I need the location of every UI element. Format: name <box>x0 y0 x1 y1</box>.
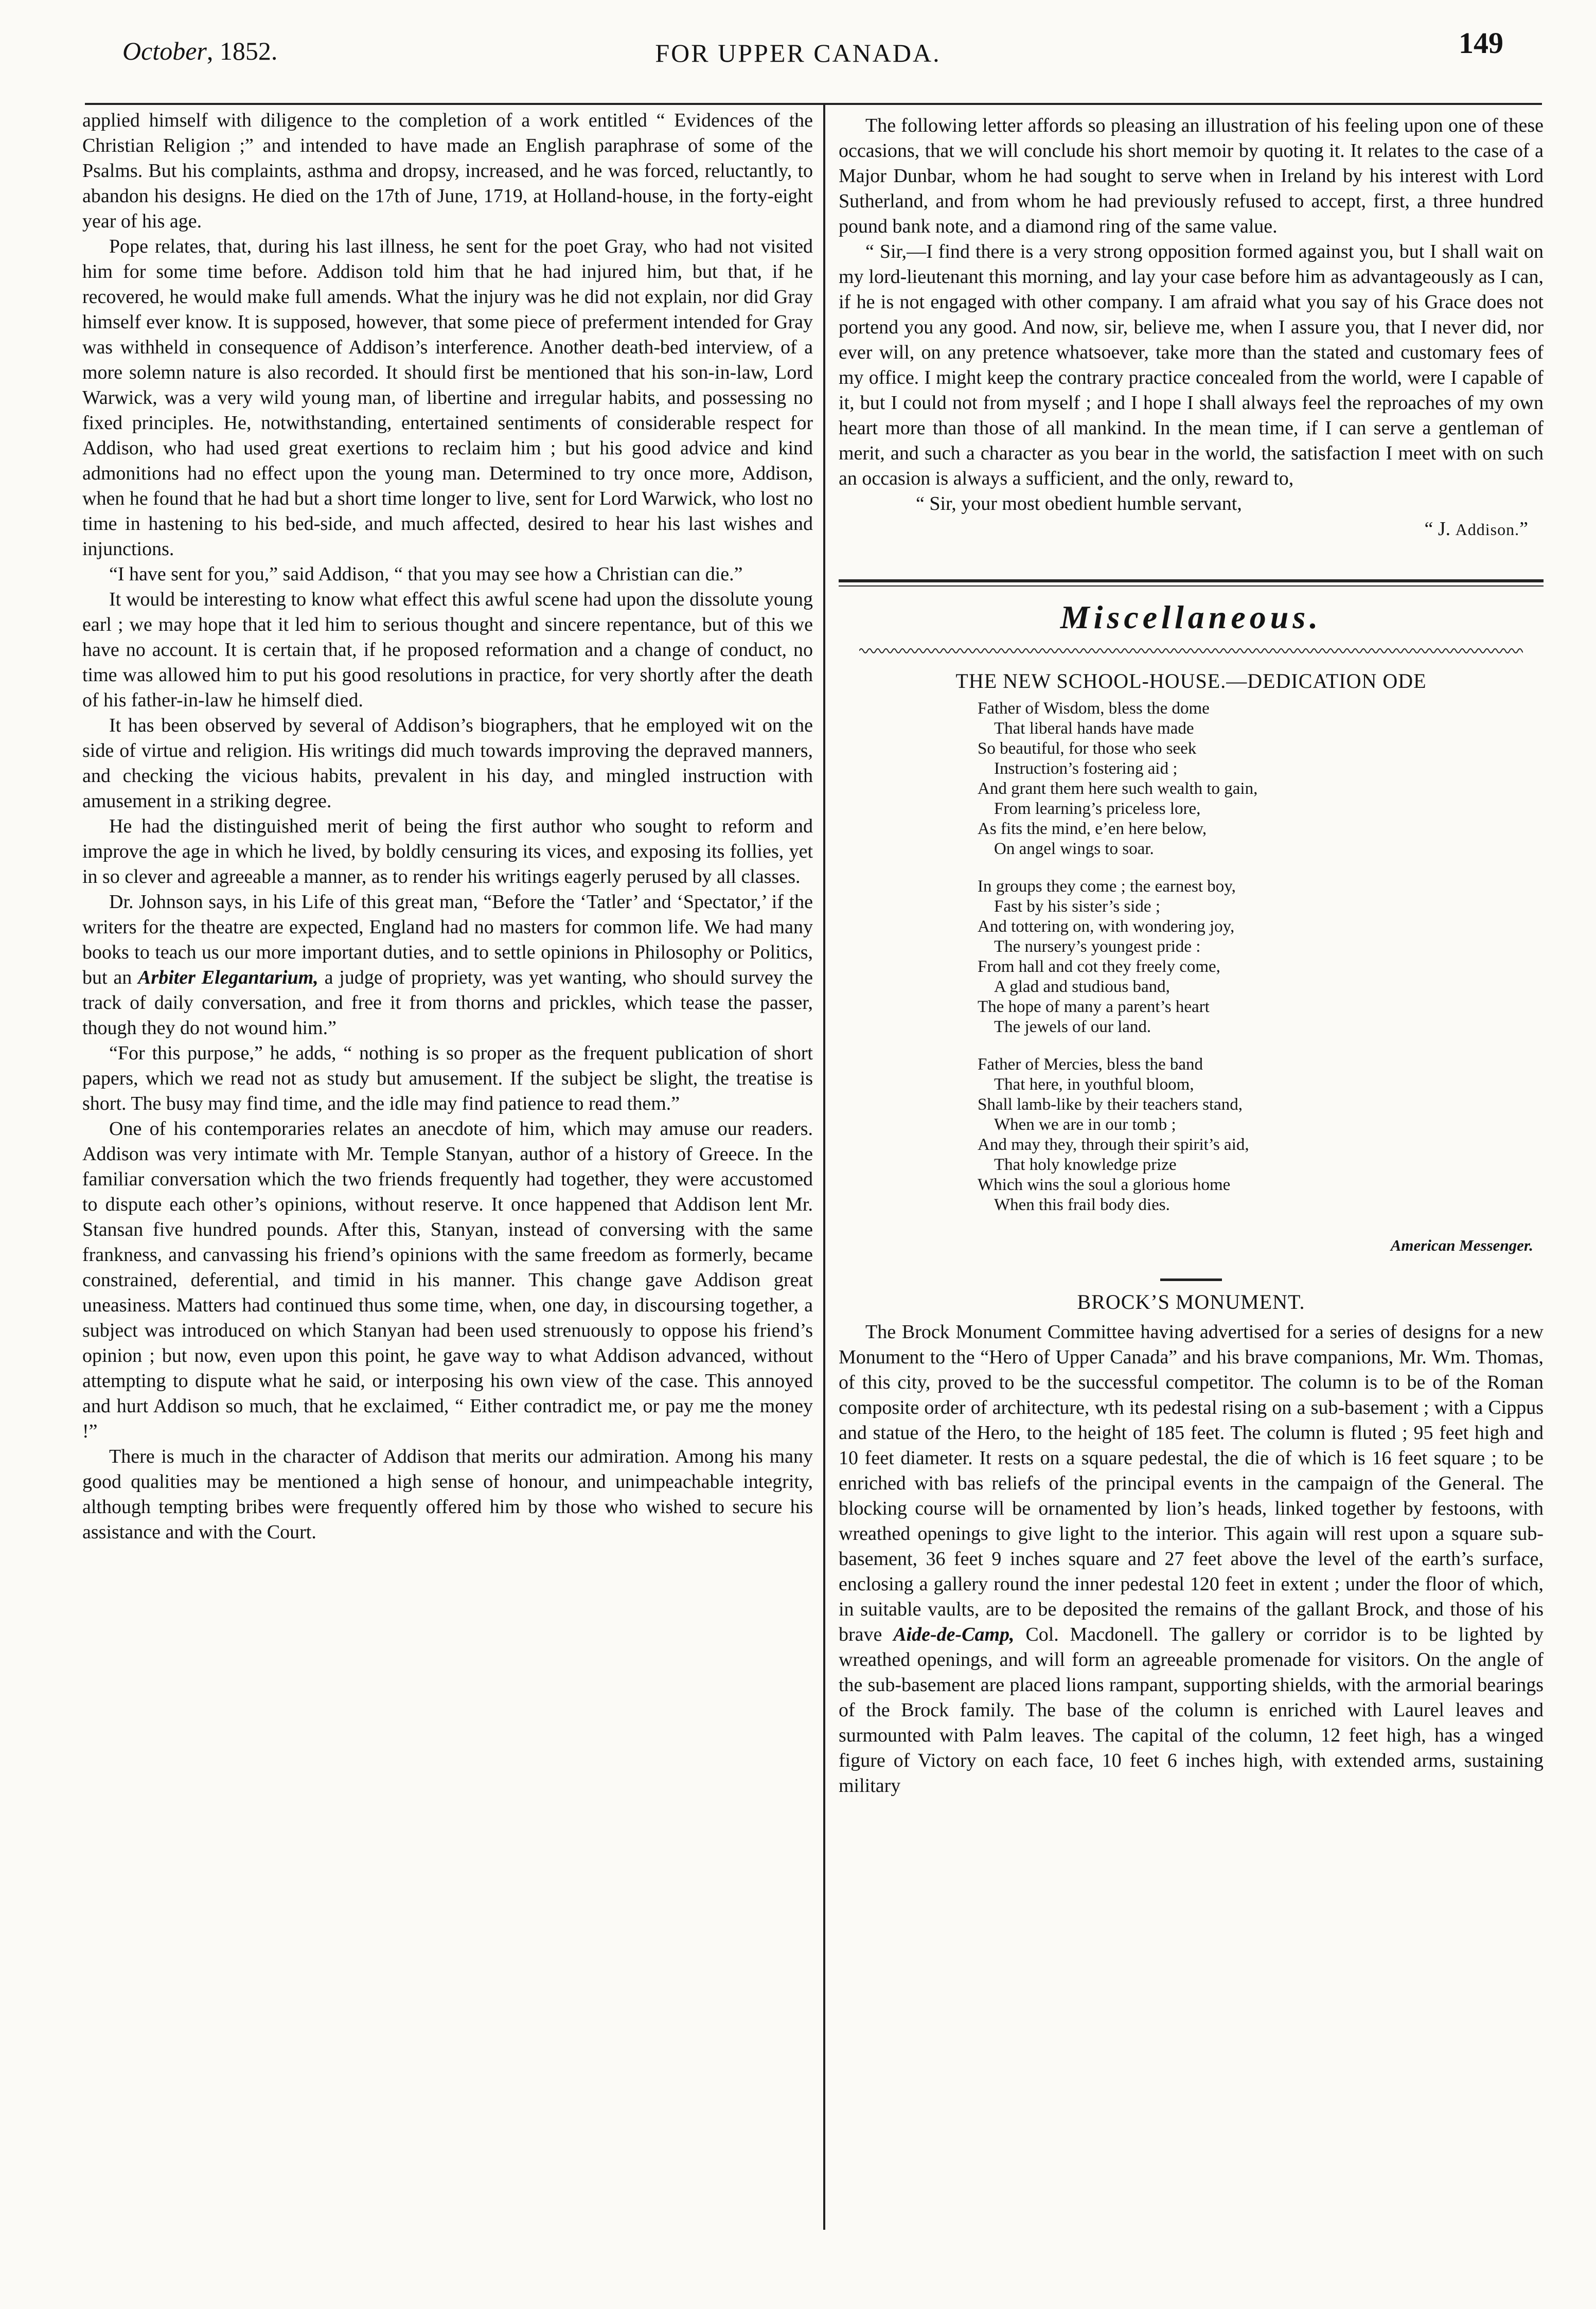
section-divider <box>839 579 1544 587</box>
issue-month: October <box>122 37 207 65</box>
paragraph: The following letter affords so pleasing an illustration of his feeling upon one of these occasions, that we will conclude his short memoir by quoting it. It relates to the case of a Major Dunbar, whom he had sought to serve when in Ireland by his interest with Lord Sutherland, and from whom he had previously refused to accept, first, a three hundred pound bank note, and a diamond ring of the same value. <box>839 115 1544 237</box>
running-title: FOR UPPER CANADA. <box>655 39 941 67</box>
paragraph: It would be interesting to know what effect this awful scene had upon the dissolute young earl ; we may hope that it led him to serious thought and sincere repentance, but of this we have no account. It is certain that, if he proposed reformation and a change of conduct, no time was allowed him to put his good resolutions in practice, for very shortly after the death of his father-in-law he himself died. <box>82 589 813 711</box>
poem-line: So beautiful, for those who seek <box>978 739 1197 758</box>
ode-poem <box>978 699 1544 1215</box>
poem-line: In groups they come ; the earnest boy, <box>978 877 1236 896</box>
poem-line: Which wins the soul a glorious home <box>978 1176 1231 1194</box>
poem-line: And tottering on, with wondering joy, <box>978 917 1235 936</box>
left-column <box>82 108 813 1545</box>
paragraph: Pope relates, that, during his last illness, he sent for the poet Gray, who had not visited him for some time before. Addison told him that he had injured him, but that, if he recovered, he would make full amends. What the injury was he did not explain, nor did Gray himself ever know. It is supposed, however, that some piece of preferment intended for Gray was withheld in consequence of Addison’s interference. Another death-bed interview, of a more solemn nature is also recorded. It should first be mentioned that his son-in-law, Lord Warwick, was a very wild young man, of libertine and irregular habits, and possessing no fixed principles. He, notwithstanding, entertained sentiments of considerable respect for Addison, who had used great exertions to reclaim him ; but his good advice and kind admonitions had no effect upon the young man. Determined to try once more, Addison, when he found that he had but a short time longer to live, sent for Lord Warwick, who lost no time in hastening to his bed-side, and much affected, desired to hear his last wishes and injunctions. <box>82 236 813 560</box>
signature-prefix: “ J. <box>1424 518 1456 540</box>
paragraph: He had the distinguished merit of being the first author who sought to reform and improve the age in which he lived, by boldly censuring its vices, and exposing its follies, yet in so clever and agreeable a manner, as to render his writings eagerly perused by all classes. <box>82 815 813 887</box>
paragraph: “For this purpose,” he adds, “ nothing is so proper as the frequent publication of short papers, which we read not as study but amusement. If the subject be slight, the treatise is short. The busy may find time, and the idle may find patience to read them.” <box>82 1042 813 1114</box>
header-rule <box>85 103 1542 105</box>
poem-line: Instruction’s fostering aid ; <box>994 759 1178 778</box>
poem-credit: American Messenger. <box>1390 1236 1533 1254</box>
poem-line: That liberal hands have made <box>994 719 1194 738</box>
brock-heading: BROCK’S MONUMENT. <box>1077 1290 1305 1313</box>
italic-phrase: Arbiter Elegantarium, <box>138 967 318 988</box>
letter-text: “ Sir,—I find there is a very strong opposition formed against you, but I shall wait on my lord-lieutenant this morning, and lay your case before him as advantageously as I can, if he is not engaged with other company. I am afraid what you say of his Grace does not portend you any good. And now, sir, believe me, when I assure you, that I never did, nor ever will, on any pretence whatsoever, take more than the stated and customary fees of my office. I might keep the contrary practice concealed from the world, were I capable of it, but I could not from myself ; and I hope I shall always feel the reproaches of my own heart more than those of all mankind. In the mean time, if I can serve a gentleman of merit, and such a character as you bear in the world, the satisfaction I meet with on such an occasion is always a sufficient, and the only, reward to, <box>839 241 1544 489</box>
paragraph <box>82 890 813 1041</box>
page-header <box>0 0 1596 103</box>
text-run: Col. Macdonell. The gallery or corridor is to be lighted by wreathed openings, and will form an agreeable promenade for visitors. On the angle of the sub-basement are placed lions rampant, supporting shields, with the armorial bearings of the Brock family. The base of the column is enriched with Laurel leaves and surmounted with Palm leaves. The capital of the column, 12 feet high, has a winged figure of Victory on each face, 10 feet 6 inches high, with extended arms, sustaining military <box>839 1624 1544 1797</box>
poem-line: That here, in youthful bloom, <box>994 1075 1194 1094</box>
short-divider <box>1160 1278 1222 1281</box>
ode-heading: THE NEW SCHOOL-HOUSE.—DEDICATION ODE <box>955 669 1427 692</box>
poem-line: Father of Wisdom, bless the dome <box>978 699 1210 718</box>
poem-line: Fast by his sister’s side ; <box>994 897 1160 916</box>
poem-line: From hall and cot they freely come, <box>978 957 1220 976</box>
poem-line: That holy knowledge prize <box>994 1156 1177 1174</box>
poem-line: The nursery’s youngest pride : <box>994 937 1201 956</box>
poem-line: From learning’s priceless lore, <box>994 800 1201 818</box>
poem-line: On angel wings to soar. <box>994 840 1154 858</box>
poem-stanza <box>978 699 1544 859</box>
poem-line: When this frail body dies. <box>994 1196 1170 1214</box>
paragraph: One of his contemporaries relates an anecdote of him, which may amuse our readers. Addison was very intimate with Mr. Temple Stanyan, author of a history of Greece. In the familiar conversation which the two friends frequently had together, they were accustomed to dispute each other’s opinions, without reserve. It once happened that Addison lent Mr. Stansan five hundred pounds. After this, Stanyan, instead of conversing with the same frankness, and canvassing his friend’s opinions with the same freedom as formerly, became constrained, deferential, and timid in his manner. This change gave Addison great uneasiness. Matters had continued thus some time, when, one day, in discoursing together, a subject was introduced on which Stanyan had been used strenuously to oppose his friend’s opinion ; but now, even upon this point, he gave way to what Addison advanced, without attempting to dispute what he said, or interposing his own view of the case. This annoyed and hurt Addison so much, that he exclaimed, “ Either contradict me, or pay me the money !” <box>82 1118 813 1442</box>
poem-stanza <box>978 877 1544 1037</box>
paragraph: It has been observed by several of Addison’s biographers, that he employed wit on the side of virtue and religion. His writings did much towards improving the depraved manners, and checking the vicious habits, prevalent in his day, and mingled instruction with amusement in a striking degree. <box>82 715 813 812</box>
paragraph <box>839 1320 1544 1799</box>
italic-phrase: Aide-de-Camp, <box>893 1624 1015 1645</box>
poem-stanza <box>978 1055 1544 1215</box>
letter-signature <box>839 517 1528 542</box>
paragraph: “I have sent for you,” said Addison, “ that you may see how a Christian can die.” <box>109 563 743 585</box>
text-run: The Brock Monument Committee having advertised for a series of designs for a new Monument to the “Hero of Upper Canada” and his brave companions, Mr. Wm. Thomas, of this city, proved to be the successful competitor. The column is to be of the Roman composite order of architecture, wth its pedestal rising on a sub-basement ; with a Cippus and statue of the Hero, to the height of 185 feet. The column is fluted ; 95 feet high and 10 feet diameter. It rests on a square pedestal, the die of which is 16 feet square ; to be enriched with bas reliefs of the principal events in the campaign of the General. The blocking course will be ornamented by lion’s heads, linked together by festoons, with wreathed openings to give light to the interior. This again will rest upon a square sub-basement, 36 feet 9 inches square and 27 feet above the level of the earth’s surface, enclosing a gallery round the inner pedestal 120 feet in extent ; under the floor of which, in suitable vaults, are to be deposited the remains of the gallant Brock, and those of his brave <box>839 1321 1544 1645</box>
issue-year: , 1852. <box>206 37 278 65</box>
poem-line: A glad and studious band, <box>994 978 1170 996</box>
wavy-rule <box>859 645 1523 656</box>
signature-suffix: ” <box>1519 518 1528 540</box>
poem-line: Shall lamb-like by their teachers stand, <box>978 1095 1243 1114</box>
right-column <box>839 113 1544 1799</box>
paragraph: There is much in the character of Addison that merits our admiration. Among his many good qualities may be mentioned a high sense of honour, and unimpeachable integrity, although tempting bribes were frequently offered him by those who wished to secure his assistance and with the Court. <box>82 1446 813 1543</box>
page-number: 149 <box>1459 26 1503 60</box>
poem-line: The hope of many a parent’s heart <box>978 998 1210 1016</box>
section-title: Miscellaneous. <box>1060 599 1322 635</box>
poem-line: When we are in our tomb ; <box>994 1115 1176 1134</box>
poem-line: And may they, through their spirit’s aid, <box>978 1135 1249 1154</box>
paragraph: applied himself with diligence to the completion of a work entitled “ Evidences of the Christian Religion ;” and intended to have made an English paraphrase of some of the Psalms. But his complaints, asthma and dropsy, increased, and he was forced, reluctantly, to abandon his designs. He died on the 17th of June, 1719, at Holland-house, in the forty-eight year of his age. <box>82 110 813 232</box>
letter-closing: “ Sir, your most obedient humble servant, <box>916 493 1242 514</box>
column-divider <box>823 105 825 2230</box>
text-run: a judge of propriety, was yet wanting, who should survey the track of daily conversation, and free it from thorns and prickles, which tease the passer, though they do not wound him.” <box>82 967 813 1039</box>
poem-line: As fits the mind, e’en here below, <box>978 820 1207 838</box>
poem-line: The jewels of our land. <box>994 1018 1151 1036</box>
poem-line: Father of Mercies, bless the band <box>978 1055 1203 1074</box>
poem-line: And grant them here such wealth to gain, <box>978 779 1258 798</box>
text-run: Dr. Johnson says, in his Life of this great man, “Before the ‘Tatler’ and ‘Spectator,’ if the writers for the theatre are expected, England had no masters for common life. We had many books to teach us our more important duties, and to settle opinions in Philosophy or Politics, but an <box>82 891 813 988</box>
signature-name: Addison. <box>1455 520 1520 539</box>
